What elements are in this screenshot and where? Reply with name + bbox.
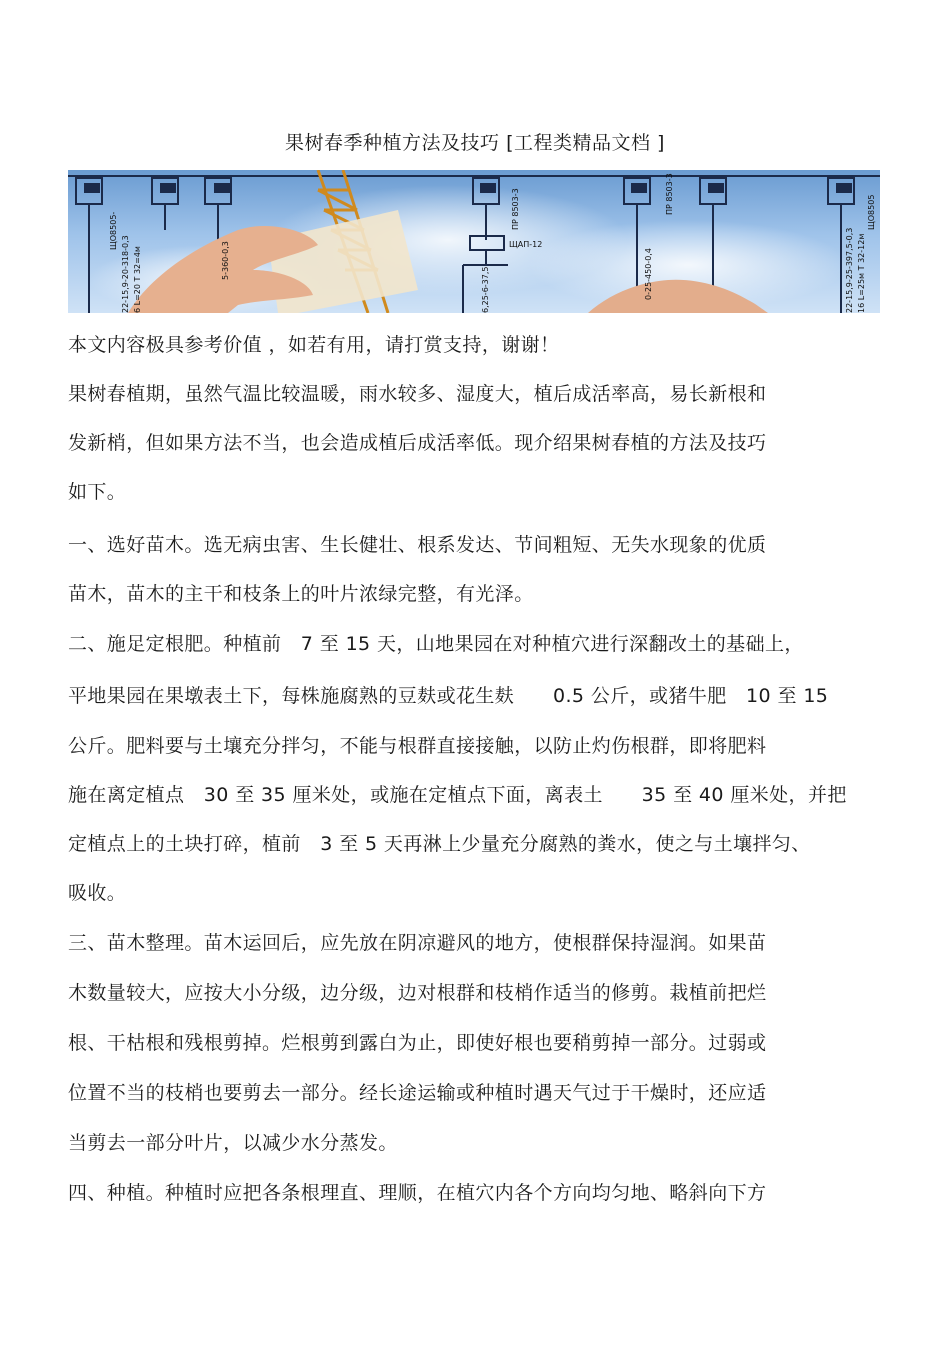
header-banner-image [68, 170, 880, 313]
text-line: 发新梢，但如果方法不当，也会造成植后成活率低。现介绍果树春植的方法及技巧 [68, 432, 767, 454]
banner-label: 6,25-6-37,5 [481, 266, 490, 313]
banner-label: ПР 8503-3 [511, 188, 520, 230]
text-line: 苗木，苗木的主干和枝条上的叶片浓绿完整，有光泽。 [68, 583, 534, 605]
text-line: 木数量较大，应按大小分级，边分级，边对根群和枝梢作适当的修剪。栽植前把烂 [68, 982, 767, 1004]
text-line: 四、种植。种植时应把各条根理直、理顺，在植穴内各个方向均匀地、略斜向下方 [68, 1182, 767, 1204]
text-line: 根、干枯根和残根剪掉。烂根剪到露白为止，即使好根也要稍剪掉一部分。过弱或 [68, 1032, 767, 1054]
text-line: 吸收。 [68, 882, 127, 904]
banner-label: 0-25-450-0,4 [644, 248, 653, 300]
text-line: 平地果园在果墩表土下，每株施腐熟的豆麸或花生麸 0.5 公斤，或猪牛肥 10 至 15 [68, 685, 829, 707]
banner-label: ПР 8503-3 [665, 173, 674, 215]
banner-label: 5-360-0,3 [221, 241, 230, 280]
banner-box-label: ЩАП-12 [509, 240, 543, 249]
text-line: 定植点上的土块打碎，植前 3 至 5 天再淋上少量充分腐熟的粪水，使之与土壤拌匀、 [68, 833, 811, 855]
banner-label: ЩО8505- [109, 211, 118, 250]
text-line: 果树春植期，虽然气温比较温暖，雨水较多、湿度大，植后成活率高，易长新根和 [68, 383, 767, 405]
banner-label: 16 L=25м Т 32-12м [857, 233, 866, 313]
banner-label: 22-15,9-25-397,5-0,3 [845, 227, 854, 313]
text-line: 位置不当的枝梢也要剪去一部分。经长途运输或种植时遇天气过于干燥时，还应适 [68, 1082, 767, 1104]
text-line: 如下。 [68, 481, 127, 503]
text-line: 施在离定植点 30 至 35 厘米处，或施在定植点下面，离表土 35 至 40 厘米处，并把 [68, 784, 847, 806]
document-title: 果树春季种植方法及技巧 [工程类精品文档 ] [285, 132, 665, 154]
banner-label: 6 L=20 Т 32=4м [133, 246, 142, 313]
text-line: 公斤。肥料要与土壤充分拌匀，不能与根群直接接触，以防止灼伤根群，即将肥料 [68, 735, 767, 757]
text-line: 一、选好苗木。选无病虫害、生长健壮、根系发达、节间粗短、无失水现象的优质 [68, 534, 767, 556]
text-line: 本文内容极具参考价值 ，如若有用，请打赏支持，谢谢！ [68, 334, 560, 356]
banner-label: ЩО8505 [867, 194, 876, 230]
banner-label: 22-15,9-20-318-0,3 [121, 235, 130, 313]
banner-illustration [68, 170, 880, 313]
text-line: 当剪去一部分叶片，以减少水分蒸发。 [68, 1132, 398, 1154]
text-line: 二、施足定根肥。种植前 7 至 15 天，山地果园在对种植穴进行深翻改土的基础上， [68, 633, 804, 655]
text-line: 三、苗木整理。苗木运回后，应先放在阴凉避风的地方，使根群保持湿润。如果苗 [68, 932, 767, 954]
